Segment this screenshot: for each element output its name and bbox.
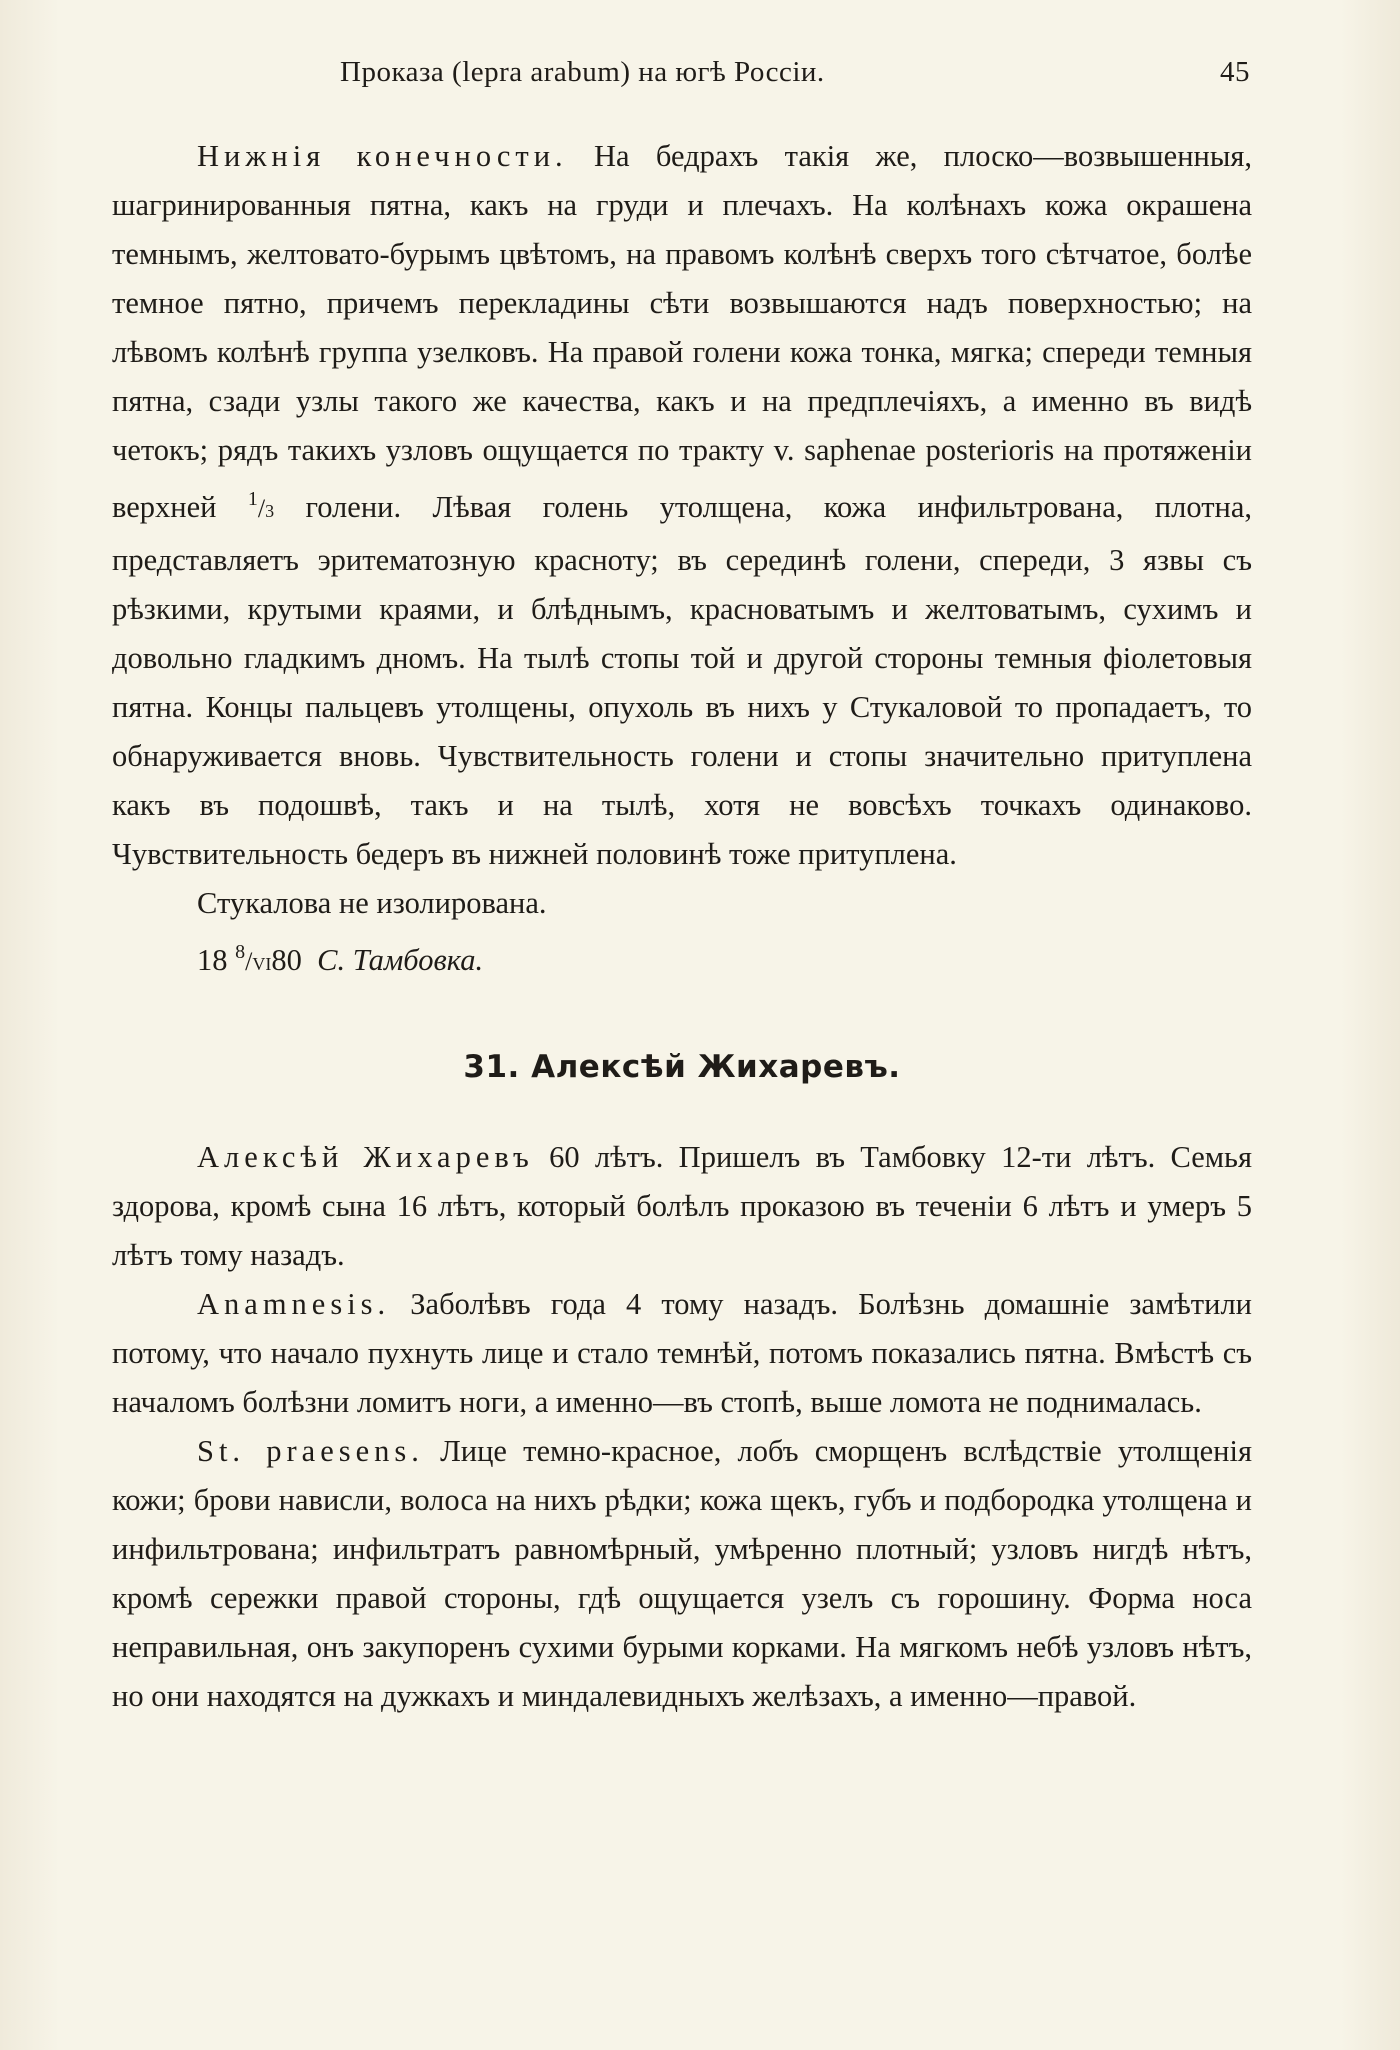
paragraph-lower-limbs [112,132,1252,879]
date-slash: / [245,947,253,976]
date-place: С. Тамбовка. [317,943,484,977]
date-line [112,928,1252,989]
paragraph-text: 60 лѣтъ. Пришелъ въ Тамбовку 12-ти лѣтъ. Семья здорова, кромѣ сына 16 лѣтъ, который болѣлъ проказою въ теченiи 6 лѣтъ и умеръ 5 лѣтъ тому назадъ. [112,1140,1252,1272]
page-number: 45 [1220,56,1250,88]
date-month-sub: VI [252,954,272,974]
paragraph-text: На бедрахъ такiя же, плоско—возвышенныя, шагринированныя пятна, какъ на груди и плечахъ. На колѣнахъ кожа окрашена темнымъ, желтовато-бурымъ цвѣтомъ, на правомъ колѣнѣ сверхъ того сѣтчатое, болѣе темное пятно, причемъ перекладины сѣти возвышаются надъ поверхностью; на лѣвомъ колѣнѣ группа узелковъ. На правой голени кожа тонка, мягка; спереди темныя пятна, сзади узлы такого же качества, какъ и на предплечiяхъ, а именно въ видѣ четокъ; рядъ такихъ узловъ ощущается по тракту v. saphenae posterioris на протяженiи верхней [112,139,1252,524]
paragraph-lead: Anamnesis. [197,1287,391,1321]
paragraph-text: Лице темно-красное, лобъ сморщенъ вслѣдствiе утолщенiя кожи; брови нависли, волоса на нихъ рѣдки; кожа щекъ, губъ и подбородка утолщена и инфильтрована; инфильтратъ равномѣрный, умѣренно плотный; узловъ нигдѣ нѣтъ, кромѣ сережки правой стороны, гдѣ ощущается узелъ съ горошину. Форма носа неправильная, онъ закупоренъ сухими бурыми корками. На мягкомъ небѣ узловъ нѣтъ, но они находятся на дужкахъ и миндалевидныхъ желѣзахъ, а именно—правой. [112,1434,1252,1713]
header-title: Проказа (lepra arabum) на югѣ Россiи. [340,56,825,88]
fraction-denominator: 3 [265,501,275,521]
paragraph-text: Заболѣвъ года 4 тому назадъ. Болѣзнь домашнiе замѣтили потому, что начало пухнуть лице и стало темнѣй, потомъ показались пятна. Вмѣстѣ съ началомъ болѣзни ломитъ ноги, а именно—въ стопѣ, выше ломота не поднималась. [112,1287,1252,1419]
paragraph-isolation: Стукалова не изолирована. [197,886,547,920]
paragraph-status-praesens [112,1427,1252,1721]
fraction [248,490,274,524]
page-body [112,132,1252,1721]
paragraph-lead: Нижнiя конечности. [197,139,568,173]
date-month-num: 8 [235,941,246,963]
paragraph-anamnesis [112,1280,1252,1427]
date-year: 80 [271,943,302,977]
running-header [200,56,1250,96]
fraction-slash: / [257,494,266,523]
paragraph-text-continued: голени. Лѣвая голень утолщена, кожа инфильтрована, плотна, представляетъ эритематозную красноту; въ серединѣ голени, спереди, 3 язвы съ рѣзкими, крутыми краями, и блѣднымъ, красноватымъ и желтоватымъ, сухимъ и довольно гладкимъ дномъ. На тылѣ стопы той и другой стороны темныя фiолетовыя пятна. Концы пальцевъ утолщены, опухоль въ нихъ у Стукаловой то пропадаетъ, то обнаруживается вновь. Чувствительность голени и стопы значительно притуплена какъ въ подошвѣ, такъ и на тылѣ, хотя не вовсѣхъ точкахъ одинаково. Чувствительность бедеръ въ нижней половинѣ тоже притуплена. [112,490,1253,871]
paragraph-lead: Алексѣй Жихаревъ [197,1140,534,1174]
paragraph-patient-intro [112,1133,1252,1280]
fraction-numerator: 1 [247,488,258,510]
section-heading: 31. Алексѣй Жихаревъ. [463,1049,901,1085]
paragraph-lead: St. praesens. [197,1434,424,1468]
date-day: 18 [197,943,228,977]
